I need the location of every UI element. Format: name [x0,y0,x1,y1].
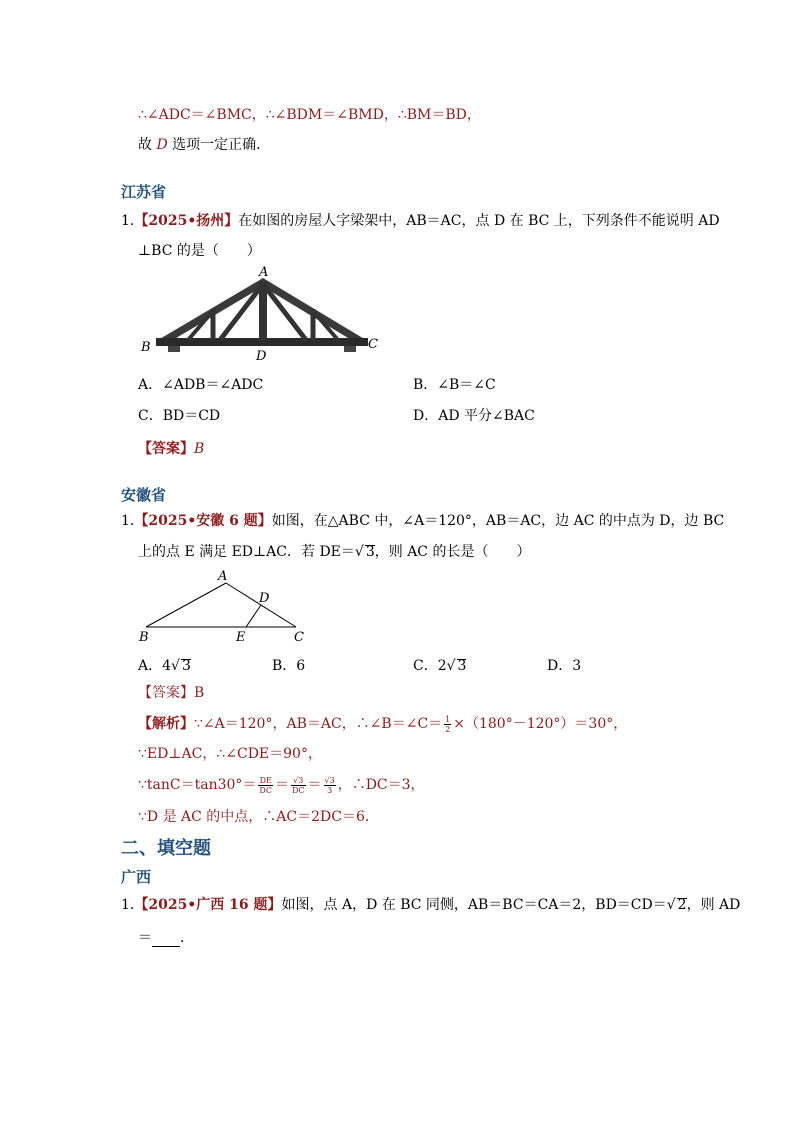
jiangsu-answer [138,438,204,458]
fraction-numerator: 1 [445,714,451,724]
guangxi-question-line1: 1.【2025•广西 16 题】如图，点 A，D 在 BC 同侧，AB＝BC＝CA＝2，BD＝CD＝√ 2，则 AD [121,897,741,913]
fraction-de-dc [258,776,273,795]
question-source-tag: 【2025•安徽 6 题】 [134,513,272,529]
anhui-option-a: A．4√ 3 [138,658,191,674]
jiangsu-option-c: C．BD＝CD [138,408,221,424]
jiangsu-option-a: A．∠ADB＝∠ADC [138,377,264,393]
anhui-option-c: C．2√ 3 [413,658,467,674]
sqrt-radicand: 2 [677,897,687,913]
sqrt-radicand: 3 [365,544,375,560]
solution-text: ×（180°－120°）＝30°， [453,716,628,732]
triangle-figure [138,566,308,646]
question-source-tag: 【2025•扬州】 [134,213,239,229]
fraction-numerator: √3 [291,776,306,786]
question-text: 在如图的房屋人字梁架中，AB＝AC，点 D 在 BC 上，下列条件不能说明 AD [238,213,720,229]
truss-label-c: C [368,337,378,352]
fraction-denominator: 3 [327,785,333,795]
anhui-solution-line3 [138,774,425,795]
prev-conclusion-option: D [156,137,168,153]
equals-sign: ＝ [307,777,322,793]
option-text: C．2 [413,658,447,674]
jiangsu-option-d: D．AD 平分∠BAC [413,408,535,424]
prev-proof-line: ∴∠ADC＝∠BMC，∴∠BDM＝∠BMD，∴BM＝BD， [138,107,481,123]
province-heading-anhui: 安徽省 [121,486,167,504]
anhui-option-b: B．6 [272,658,306,674]
triangle-label-b: B [139,630,149,645]
anhui-solution-line1 [138,713,627,734]
prev-conclusion-line [138,134,270,154]
prev-conclusion-pre: 故 [138,137,152,153]
question-text-pre: 上的点 E 满足 ED⊥AC．若 DE＝ [138,544,355,560]
anhui-answer: 【答案】B [138,685,205,701]
question-text: ，则 AD [686,897,741,913]
sqrt-radicand: 3 [181,658,191,674]
anhui-option-d: D．3 [547,658,582,674]
solution-text: ，∴DC＝3， [337,777,425,793]
guangxi-question-line2 [138,927,194,947]
answer-blank[interactable] [152,934,180,947]
province-heading-guangxi: 广西 [121,868,152,886]
jiangsu-question-line1 [121,210,720,230]
solution-label: 【解析】 [138,716,194,732]
question-text: ． [180,930,194,946]
roof-truss-figure [138,264,388,364]
sqrt-radicand: 3 [457,658,467,674]
solution-text: ∵∠A＝120°，AB＝AC，∴∠B＝∠C＝ [194,716,443,732]
anhui-solution-line2: ∵ED⊥AC，∴∠CDE＝90°， [138,746,322,762]
anhui-question-line1 [121,510,724,530]
question-text: 如图，点 A，D 在 BC 同侧，AB＝BC＝CA＝2，BD＝CD＝ [281,897,667,913]
fraction-denominator: 2 [445,724,451,734]
option-text: A．4 [138,658,172,674]
prev-conclusion-post: 选项一定正确． [172,137,271,153]
province-heading-jiangsu: 江苏省 [121,183,167,201]
answer-value: B [194,441,205,457]
fraction-numerator: √3 [324,775,335,785]
fraction-half [444,715,451,734]
fraction-denominator: DC [291,785,305,795]
answer-label: 【答案】 [138,441,194,457]
jiangsu-question-line2: ⊥BC 的是（ ） [138,243,261,259]
triangle-label-d: D [259,591,270,606]
question-text: ＝ [138,930,152,946]
equals-sign: ＝ [274,777,289,793]
question-number: 1. [121,213,135,229]
triangle-label-a: A [218,569,228,584]
anhui-solution-line4: ∵D 是 AC 的中点，∴AC＝2DC＝6． [138,809,379,825]
triangle-label-e: E [236,630,246,645]
question-number: 1. [121,897,135,913]
jiangsu-option-b: B．∠B＝∠C [413,377,496,393]
fraction-root3-3 [324,776,336,795]
solution-text: ∵tanC＝tan30°＝ [138,777,257,793]
question-text: 如图，在△ABC 中，∠A＝120°，AB＝AC，边 AC 的中点为 D，边 BC [271,513,725,529]
question-text-post: ，则 AC 的长是（ ） [374,544,531,560]
truss-label-a: A [259,265,269,280]
fraction-denominator: DC [259,785,272,795]
anhui-question-line2: 上的点 E 满足 ED⊥AC．若 DE＝√ 3，则 AC 的长是（ ） [138,544,531,560]
question-number: 1. [121,513,135,529]
truss-label-d: D [256,349,267,364]
section-heading-fill-blank: 二、填空题 [121,838,211,859]
truss-label-b: B [141,340,151,355]
fraction-numerator: DE [259,775,272,785]
fraction-root3-dc [291,776,306,795]
question-source-tag: 【2025•广西 16 题】 [134,897,282,913]
triangle-label-c: C [294,630,304,645]
